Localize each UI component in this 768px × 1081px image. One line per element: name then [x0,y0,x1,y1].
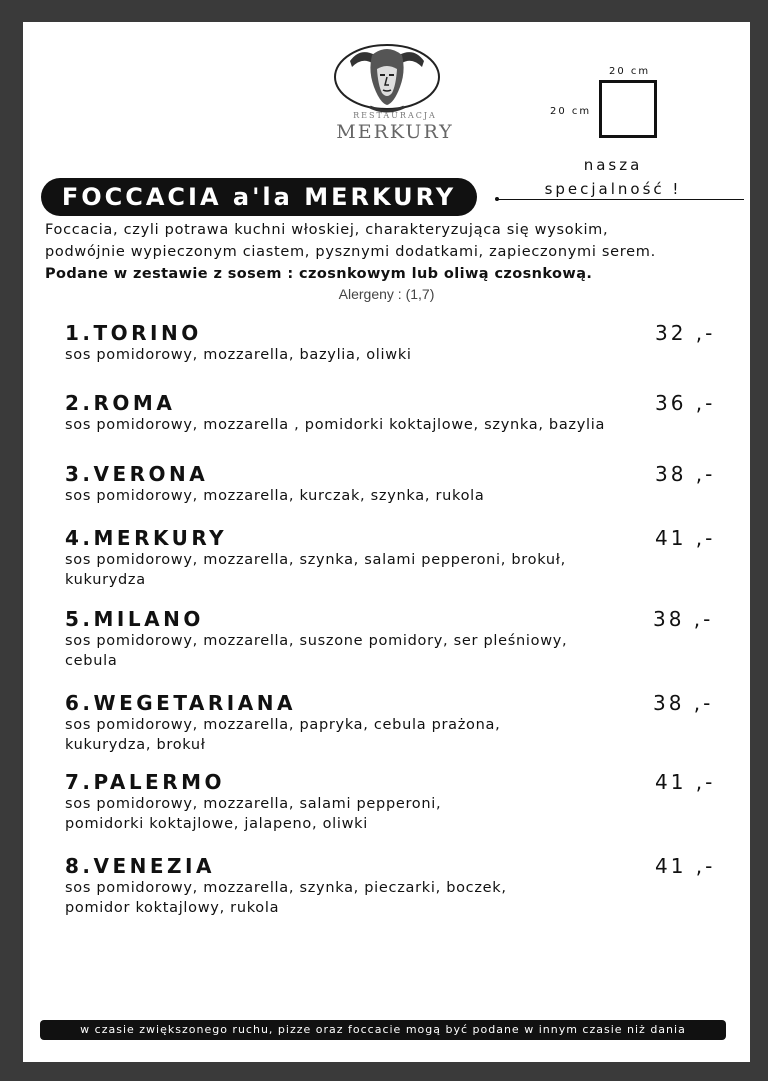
specialty-dot [495,197,499,201]
item-description: sos pomidorowy, mozzarella, bazylia, oliwki [65,347,412,363]
allergens-note: Alergeny : (1,7) [338,286,435,302]
menu-item-venezia [65,854,725,918]
item-name: 5.MILANO [65,607,204,631]
menu-item-palermo [65,770,725,834]
item-price: 41 ,- [655,854,716,878]
item-description-cont: cebula [65,653,118,669]
item-price: 41 ,- [655,526,716,550]
item-description-cont: pomidor koktajlowy, rukola [65,900,280,916]
menu-page [23,22,750,1062]
item-price: 38 ,- [653,607,714,631]
item-description-cont: kukurydza [65,572,146,588]
item-description: sos pomidorowy, mozzarella, papryka, cebula prażona, [65,717,501,733]
menu-title: FOCCACIA a'la MERKURY [41,178,477,216]
item-price: 36 ,- [655,391,716,415]
logo-subtitle: RESTAURACJA [353,111,437,120]
menu-item-torino [65,321,725,365]
item-name: 6.WEGETARIANA [65,691,296,715]
item-description: sos pomidorowy, mozzarella, szynka, salami pepperoni, brokuł, [65,552,566,568]
intro-line-3: Podane w zestawie z sosem : czosnkowym lub oliwą czosnkową. [45,266,593,282]
item-description-cont: pomidorki koktajlowe, jalapeno, oliwki [65,816,368,832]
item-name: 1.TORINO [65,321,202,345]
item-name: 8.VENEZIA [65,854,215,878]
dimension-width-label: 20 cm [609,66,651,77]
specialty-line-1: nasza [583,156,643,174]
item-price: 41 ,- [655,770,716,794]
dimension-height-label: 20 cm [550,106,592,117]
menu-item-merkury [65,526,725,590]
item-description: sos pomidorowy, mozzarella, szynka, pieczarki, boczek, [65,880,507,896]
menu-item-verona [65,462,725,506]
intro-line-2: podwójnie wypieczonym ciastem, pysznymi dodatkami, zapieczonymi serem. [45,244,656,260]
menu-item-wegetariana [65,691,725,755]
item-description: sos pomidorowy, mozzarella, salami pepperoni, [65,796,442,812]
item-name: 3.VERONA [65,462,209,486]
item-name: 4.MERKURY [65,526,228,550]
merkury-head-emblem-icon [330,41,460,121]
specialty-underline [497,199,744,200]
item-description: sos pomidorowy, mozzarella, kurczak, szynka, rukola [65,488,485,504]
specialty-note [523,153,703,201]
item-name: 7.PALERMO [65,770,226,794]
item-price: 38 ,- [655,462,716,486]
item-price: 32 ,- [655,321,716,345]
intro-text [45,219,745,285]
menu-item-roma [65,391,725,435]
item-price: 38 ,- [653,691,714,715]
logo-name: MERKURY [336,121,454,143]
specialty-line-2: specjalność ! [544,180,682,198]
intro-line-1: Foccacia, czyli potrawa kuchni włoskiej, charakteryzująca się wysokim, [45,222,609,238]
item-description: sos pomidorowy, mozzarella , pomidorki koktajlowe, szynka, bazylia [65,417,606,433]
restaurant-logo [330,41,454,143]
item-description-cont: kukurydza, brokuł [65,737,206,753]
item-name: 2.ROMA [65,391,176,415]
menu-item-milano [65,607,725,671]
size-square-icon [599,80,657,138]
footer-note: w czasie zwiększonego ruchu, pizze oraz foccacie mogą być podane w innym czasie niż dania [40,1020,726,1040]
item-description: sos pomidorowy, mozzarella, suszone pomidory, ser pleśniowy, [65,633,568,649]
